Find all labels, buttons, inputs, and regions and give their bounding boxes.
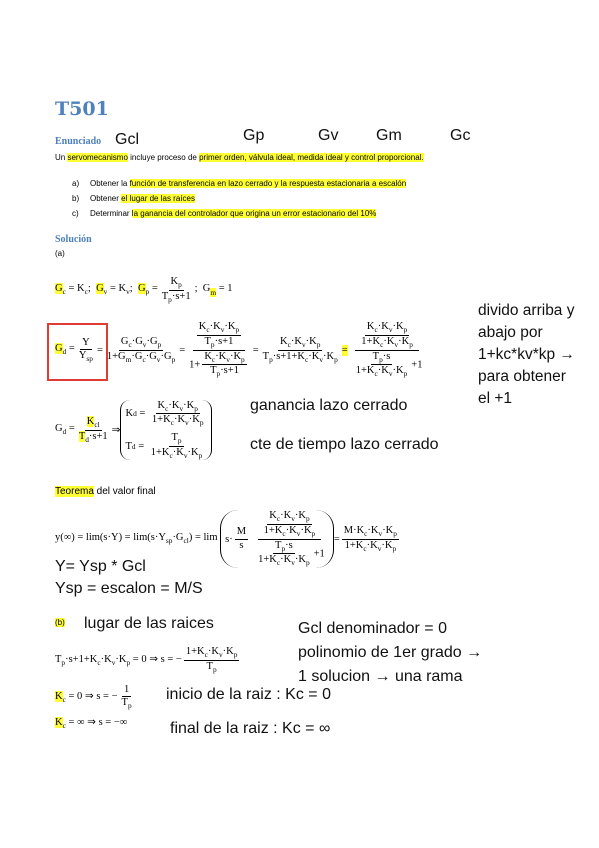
problem-statement: Un servomecanismo incluye proceso de primer orden, válvula ideal, medida ideal y control proporcional. bbox=[55, 153, 424, 162]
equation-gd: $G_d$ = $\frac{Y}{Y_{sp}}$ = $\frac{G_c\cdot G_v\cdot G_p}{1+G_m\cdot G_c\cdot G_v\cdot G_p}$ = $\frac{K_c\cdot K_v\cdot K_p}{T_p\cdot s+1}$ 1+ $\frac{K_c\cdot K_v\cdot K_p}{T_p\cdot s+1}$ = $\frac{K_c\cdot K_v\cdot K_p}{T_p\cdot s+1+K_c\cdot K_v\cdot K_p}$ = $\frac{K_c\cdot K_v\cdot K_p}{1+K_c\cdot K_v\cdot K_p}$ $\frac{T_p\cdot s}{1+K_c\cdot K_v\cdot K_p}$ +1 bbox=[55, 321, 423, 379]
note-final: final de la raiz : Kc = ∞ bbox=[170, 720, 331, 737]
equation-final-value: $y(\infty) = \lim(s\cdot Y) = \lim(s\cdot Y_{sp}\cdot G_{cl}) = \lim$ s· $\frac{M}{s}$ $\frac{K_c\cdot K_v\cdot K_p}{1+K_c\cdot K_v\cdot K_p}$ $\frac{T_p\cdot s}{1+K_c\cdot K_v\cdot K_p}$ +1 = $\frac{M\cdot K_c\cdot K_v\cdot K_p}{1+K_c\cdot K_v\cdot K_p}$ bbox=[55, 510, 397, 568]
enunciado-heading: Enunciado bbox=[55, 136, 102, 147]
note-line: 1 solucion → una rama bbox=[298, 668, 463, 685]
item-a: a) Obtener la función de transferencia en lazo cerrado y la respuesta estacionaria a escalón bbox=[72, 179, 407, 188]
note-line: Gcl denominador = 0 bbox=[298, 620, 447, 637]
solucion-heading: Solución bbox=[55, 234, 92, 245]
note-divido-line: divido arriba y bbox=[478, 302, 575, 319]
equation-kc-zero: $K_c = 0$ ⇒ s = − $\frac{1}{T_p}$ bbox=[55, 683, 132, 710]
annotation-gv: Gv bbox=[318, 127, 339, 144]
note-cte: cte de tiempo lazo cerrado bbox=[250, 436, 439, 453]
item-c: c) Determinar la ganancia del controlador que origina un error estacionario del 10% bbox=[72, 209, 377, 218]
note-ysp-equation: Ysp = escalon = M/S bbox=[55, 580, 203, 597]
note-inicio: inicio de la raiz : Kc = 0 bbox=[166, 686, 331, 703]
note-ganancia: ganancia lazo cerrado bbox=[250, 397, 408, 414]
annotation-gm: Gm bbox=[376, 127, 402, 144]
note-divido-line: 1+kc*kv*kp → bbox=[478, 346, 575, 363]
note-divido-line: el +1 bbox=[478, 390, 513, 407]
note-divido-line: abajo por bbox=[478, 324, 543, 341]
note-divido-line: para obtener bbox=[478, 368, 566, 385]
annotation-gp: Gp bbox=[243, 127, 265, 144]
teorema-heading: Teorema del valor final bbox=[55, 486, 156, 497]
note-divido bbox=[478, 300, 575, 410]
annotation-gcl: Gcl bbox=[115, 131, 139, 148]
note-y-equation: Y= Ysp * Gcl bbox=[55, 558, 146, 575]
item-b: b) Obtener el lugar de las raíces bbox=[72, 194, 195, 203]
annotation-gc: Gc bbox=[450, 127, 471, 144]
equation-definitions: $G_c = K_c$; $G_v = K_v$; $G_p$ = $\frac{K_p}{T_p\cdot s+1}$ ; $G_m = 1$ bbox=[55, 276, 233, 304]
note-lugar: lugar de las raices bbox=[84, 615, 214, 632]
part-a-label: (a) bbox=[55, 249, 65, 258]
part-b-label: (b) bbox=[55, 618, 65, 627]
note-gcl-denominador bbox=[298, 617, 482, 689]
note-line: polinomio de 1er grado → bbox=[298, 644, 483, 661]
equation-gd-closed: $G_d$ = $\frac{K_{cl}}{T_d\cdot s+1}$ ⇒ K d = $\frac{K_c\cdot K_v\cdot K_p}{1+K_c\cdot K_v\cdot K_p}$ T d = $\frac{T_p}{1+K_c\cdot K_v\cdot K_p}$ bbox=[55, 395, 212, 465]
equation-kc-infinity: $K_c$ = ∞ ⇒ s = −∞ bbox=[55, 717, 128, 731]
page-title: T501 bbox=[55, 98, 109, 120]
equation-root: $T_p\cdot s+1+K_c\cdot K_v\cdot K_p = 0$ ⇒ s = − $\frac{1+K_c\cdot K_v\cdot K_p}{T_p}$ bbox=[55, 645, 238, 674]
